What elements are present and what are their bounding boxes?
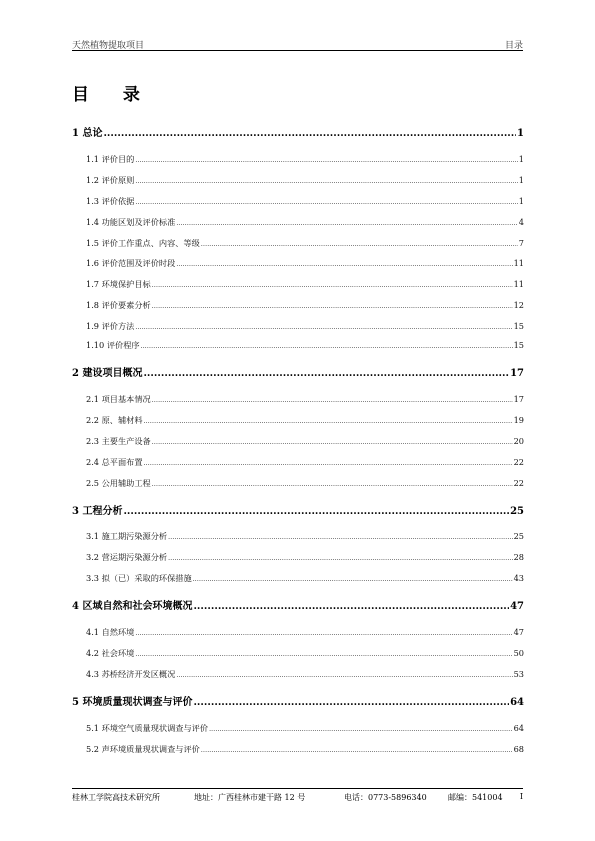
toc-entry-page: 64 bbox=[510, 697, 524, 708]
toc-leader-dots bbox=[135, 178, 517, 185]
toc-leader-dots bbox=[152, 282, 513, 289]
toc-entry-label: 5.2 声环境质量现状调查与评价 bbox=[86, 744, 200, 754]
toc-leader-dots bbox=[176, 261, 512, 268]
toc-entry-page: 50 bbox=[513, 648, 524, 658]
toc-entry-page: 1 bbox=[517, 128, 524, 139]
toc-section-row[interactable] bbox=[86, 258, 524, 269]
toc-section-row[interactable] bbox=[86, 723, 524, 734]
toc-entry-label: 2.1 项目基本情况 bbox=[86, 394, 151, 404]
toc-entry-page: 15 bbox=[513, 340, 524, 350]
toc-entry-label: 3 工程分析 bbox=[72, 506, 123, 517]
toc-section-row[interactable] bbox=[86, 669, 524, 680]
header-divider bbox=[72, 50, 523, 51]
toc-entry-page: 1 bbox=[518, 154, 524, 164]
toc-entry-label: 2 建设项目概况 bbox=[72, 368, 143, 379]
toc-chapter-row[interactable] bbox=[72, 502, 524, 517]
toc-section-row[interactable] bbox=[86, 457, 524, 468]
footer-address: 地址：广西桂林市建干路 12 号 bbox=[194, 793, 306, 802]
toc-entry-label: 5.1 环境空气质量现状调查与评价 bbox=[86, 723, 209, 733]
toc-entry-label: 2.3 主要生产设备 bbox=[86, 436, 151, 446]
header-section: 目录 bbox=[504, 41, 523, 51]
toc-entry-page: 22 bbox=[513, 457, 524, 467]
toc-entry-page: 28 bbox=[513, 552, 524, 562]
toc-entry-label: 2.5 公用辅助工程 bbox=[86, 478, 151, 488]
toc-section-row[interactable] bbox=[86, 196, 524, 207]
toc-section-row[interactable] bbox=[86, 300, 524, 311]
toc-leader-dots bbox=[123, 506, 509, 517]
toc-entry-page: 47 bbox=[510, 601, 524, 612]
toc-entry-label: 2.2 原、辅材料 bbox=[86, 415, 143, 425]
toc-entry-page: 47 bbox=[513, 627, 524, 637]
toc-leader-dots bbox=[135, 324, 512, 331]
toc-entry-label: 1.8 评价要素分析 bbox=[86, 300, 151, 310]
toc-section-row[interactable] bbox=[86, 340, 524, 351]
toc-entry-page: 1 bbox=[518, 175, 524, 185]
toc-section-row[interactable] bbox=[86, 552, 524, 563]
toc-leader-dots bbox=[152, 439, 513, 446]
toc-entry-label: 1.5 评价工作重点、内容、等级 bbox=[86, 238, 200, 248]
toc-section-row[interactable] bbox=[86, 217, 524, 228]
toc-entry-page: 11 bbox=[513, 258, 524, 268]
toc-section-row[interactable] bbox=[86, 573, 524, 584]
toc-leader-dots bbox=[201, 747, 513, 754]
toc-entry-page: 22 bbox=[513, 478, 524, 488]
toc-entry-page: 17 bbox=[510, 368, 524, 379]
toc-entry-page: 12 bbox=[513, 300, 524, 310]
toc-entry-label: 2.4 总平面布置 bbox=[86, 457, 143, 467]
toc-entry-label: 1 总论 bbox=[72, 128, 103, 139]
toc-leader-dots bbox=[143, 368, 509, 379]
page-title: 目 录 bbox=[72, 85, 154, 105]
toc-entry-page: 43 bbox=[513, 573, 524, 583]
toc-section-row[interactable] bbox=[86, 415, 524, 426]
toc-section-row[interactable] bbox=[86, 279, 524, 290]
toc-leader-dots bbox=[193, 576, 513, 583]
footer-page-number: I bbox=[519, 792, 523, 801]
toc-section-row[interactable] bbox=[86, 175, 524, 186]
toc-chapter-row[interactable] bbox=[72, 597, 524, 612]
toc-leader-dots bbox=[168, 534, 512, 541]
toc-leader-dots bbox=[193, 697, 509, 708]
toc-entry-page: 11 bbox=[513, 279, 524, 289]
toc-entry-page: 25 bbox=[513, 531, 524, 541]
toc-entry-page: 64 bbox=[513, 723, 524, 733]
toc-section-row[interactable] bbox=[86, 394, 524, 405]
toc-leader-dots bbox=[144, 418, 513, 425]
toc-entry-label: 4.1 自然环境 bbox=[86, 627, 135, 637]
toc-entry-page: 68 bbox=[513, 744, 524, 754]
toc-entry-page: 1 bbox=[518, 196, 524, 206]
toc-entry-page: 19 bbox=[513, 415, 524, 425]
toc-section-row[interactable] bbox=[86, 478, 524, 489]
toc-chapter-row[interactable] bbox=[72, 364, 524, 379]
toc-leader-dots bbox=[152, 397, 513, 404]
toc-entry-page: 15 bbox=[513, 321, 524, 331]
toc-entry-label: 1.1 评价目的 bbox=[86, 154, 135, 164]
toc-entry-page: 25 bbox=[510, 506, 524, 517]
toc-entry-label: 3.1 施工期污染源分析 bbox=[86, 531, 168, 541]
toc-section-row[interactable] bbox=[86, 648, 524, 659]
toc-section-row[interactable] bbox=[86, 744, 524, 755]
toc-entry-page: 7 bbox=[518, 238, 524, 248]
toc-leader-dots bbox=[201, 241, 518, 248]
footer-phone: 电话：0773-5896340 bbox=[344, 793, 427, 802]
toc-section-row[interactable] bbox=[86, 436, 524, 447]
footer-institute: 桂林工学院高技术研究所 bbox=[72, 793, 160, 802]
toc-entry-label: 1.6 评价范围及评价时段 bbox=[86, 258, 176, 268]
toc-entry-label: 1.2 评价原则 bbox=[86, 175, 135, 185]
toc-entry-label: 3.3 拟（已）采取的环保措施 bbox=[86, 573, 192, 583]
toc-leader-dots bbox=[135, 630, 512, 637]
toc-entry-label: 4.3 苏桥经济开发区概况 bbox=[86, 669, 176, 679]
toc-entry-label: 1.9 评价方法 bbox=[86, 321, 135, 331]
header-project: 天然植物提取项目 bbox=[72, 41, 145, 51]
toc-section-row[interactable] bbox=[86, 531, 524, 542]
toc-entry-label: 3.2 营运期污染源分析 bbox=[86, 552, 168, 562]
toc-leader-dots bbox=[141, 343, 513, 350]
toc-chapter-row[interactable] bbox=[72, 693, 524, 708]
toc-section-row[interactable] bbox=[86, 321, 524, 332]
toc-entry-label: 1.7 环境保护目标 bbox=[86, 279, 151, 289]
toc-section-row[interactable] bbox=[86, 627, 524, 638]
toc-entry-label: 4.2 社会环境 bbox=[86, 648, 135, 658]
toc-entry-label: 1.3 评价依据 bbox=[86, 196, 135, 206]
toc-entry-page: 53 bbox=[513, 669, 524, 679]
footer-divider bbox=[72, 788, 523, 789]
toc-leader-dots bbox=[135, 157, 517, 164]
toc-leader-dots bbox=[135, 199, 517, 206]
toc-leader-dots bbox=[168, 555, 512, 562]
toc-entry-page: 20 bbox=[513, 436, 524, 446]
footer-postcode: 邮编：541004 bbox=[448, 793, 503, 802]
toc-chapter-row[interactable] bbox=[72, 124, 524, 139]
toc-entry-page: 4 bbox=[518, 217, 524, 227]
toc-entry-page: 17 bbox=[513, 394, 524, 404]
toc-leader-dots bbox=[152, 481, 513, 488]
footer bbox=[72, 792, 523, 803]
toc-entry-label: 1.10 评价程序 bbox=[86, 340, 140, 350]
toc-entry-label: 5 环境质量现状调查与评价 bbox=[72, 697, 193, 708]
toc-leader-dots bbox=[152, 303, 513, 310]
toc-section-row[interactable] bbox=[86, 154, 524, 165]
toc-leader-dots bbox=[176, 220, 517, 227]
toc-leader-dots bbox=[135, 651, 512, 658]
toc-section-row[interactable] bbox=[86, 238, 524, 249]
toc-entry-label: 1.4 功能区划及评价标准 bbox=[86, 217, 176, 227]
toc-leader-dots bbox=[193, 601, 509, 612]
toc-entry-label: 4 区域自然和社会环境概况 bbox=[72, 601, 193, 612]
toc-leader-dots bbox=[176, 672, 512, 679]
toc-leader-dots bbox=[144, 460, 513, 467]
toc-leader-dots bbox=[103, 128, 516, 139]
toc-leader-dots bbox=[209, 726, 513, 733]
